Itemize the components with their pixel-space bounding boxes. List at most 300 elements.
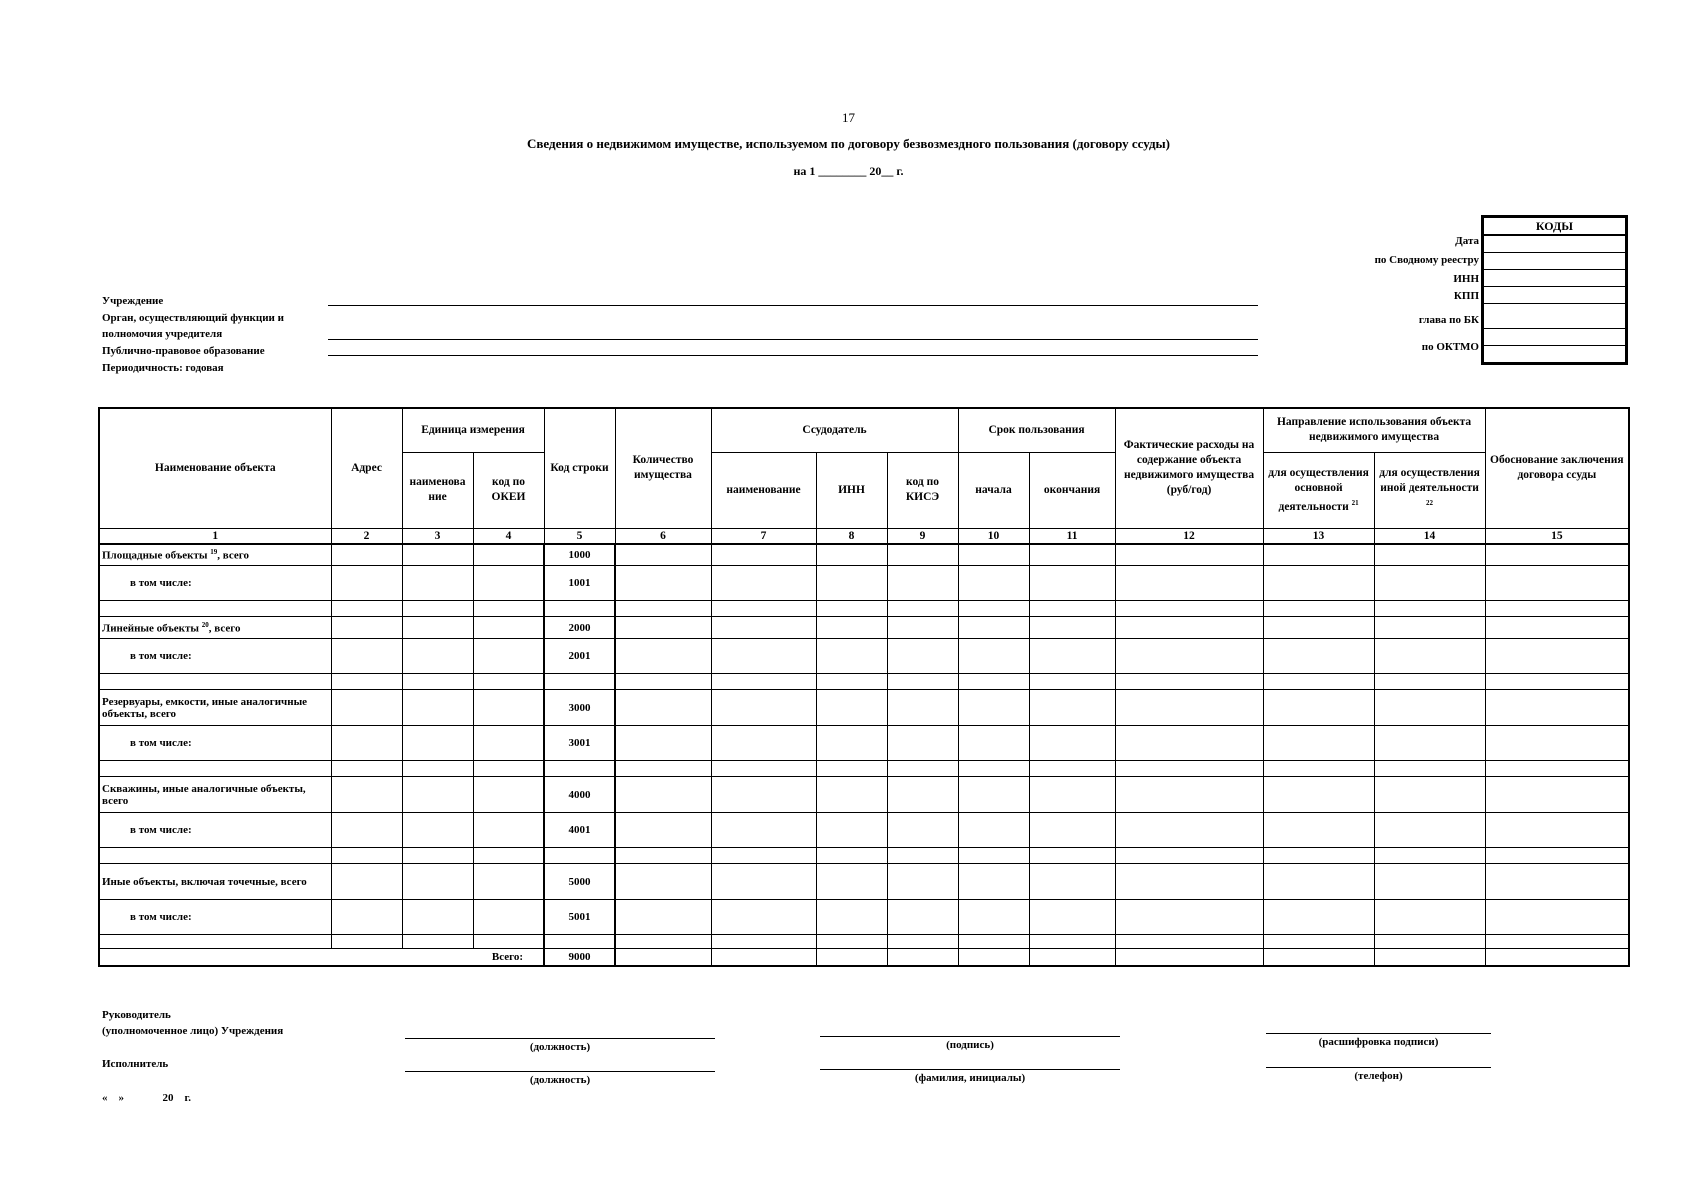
data-cell[interactable] [711, 900, 816, 935]
data-cell[interactable] [615, 935, 711, 949]
code-registry-field[interactable] [1483, 253, 1627, 270]
data-cell[interactable] [402, 761, 473, 777]
col-header-direction: Направление использования объекта недвижимого имущества [1263, 408, 1485, 452]
data-cell[interactable] [402, 617, 473, 639]
row-name-suffix: , всего [217, 549, 249, 562]
data-cell[interactable] [331, 690, 402, 726]
column-number: 4 [473, 528, 544, 544]
row-name-text: Иные объекты, включая точечные, всего [102, 875, 307, 888]
data-cell[interactable] [1029, 813, 1115, 848]
data-cell[interactable] [711, 674, 816, 690]
row-name [99, 544, 331, 566]
data-cell[interactable] [473, 601, 544, 617]
data-cell[interactable] [1263, 674, 1374, 690]
head-label: Руководитель [102, 1009, 171, 1021]
data-cell[interactable] [958, 900, 1029, 935]
data-cell[interactable] [1029, 617, 1115, 639]
data-cell[interactable] [1374, 935, 1485, 949]
data-cell[interactable] [816, 935, 887, 949]
data-cell[interactable] [1029, 566, 1115, 601]
data-cell[interactable] [1115, 900, 1263, 935]
data-cell[interactable] [816, 949, 887, 966]
data-cell[interactable] [331, 900, 402, 935]
data-cell[interactable] [331, 566, 402, 601]
data-cell[interactable] [711, 544, 816, 566]
data-cell[interactable] [887, 726, 958, 761]
data-cell[interactable] [1029, 601, 1115, 617]
data-cell[interactable] [887, 617, 958, 639]
data-cell[interactable] [1485, 813, 1629, 848]
data-cell[interactable] [615, 690, 711, 726]
data-cell[interactable] [711, 617, 816, 639]
data-cell[interactable] [99, 935, 331, 949]
data-cell[interactable] [1115, 761, 1263, 777]
data-cell[interactable] [1263, 949, 1374, 966]
data-cell[interactable] [331, 761, 402, 777]
property-table [98, 407, 1630, 967]
data-cell[interactable] [1115, 813, 1263, 848]
founder-body-field-line[interactable] [328, 339, 1258, 340]
data-cell[interactable] [958, 690, 1029, 726]
data-cell[interactable] [473, 544, 544, 566]
caption-position-2: (должность) [529, 1074, 591, 1086]
caption-full-name: (фамилия, инициалы) [914, 1072, 1026, 1084]
data-cell[interactable] [473, 813, 544, 848]
data-cell[interactable] [1485, 761, 1629, 777]
data-cell[interactable] [1485, 848, 1629, 864]
data-cell[interactable] [1263, 900, 1374, 935]
data-cell[interactable] [1029, 900, 1115, 935]
data-cell[interactable] [331, 777, 402, 813]
code-kpp-field[interactable] [1483, 287, 1627, 304]
table-row [99, 617, 1629, 639]
data-cell[interactable] [615, 726, 711, 761]
column-number: 10 [958, 528, 1029, 544]
row-name-suffix: , всего [208, 622, 241, 635]
code-inn-field[interactable] [1483, 270, 1627, 287]
data-cell[interactable] [331, 848, 402, 864]
institution-field-line[interactable] [328, 305, 1258, 306]
data-cell[interactable] [958, 848, 1029, 864]
data-cell[interactable] [1029, 674, 1115, 690]
data-cell[interactable] [711, 864, 816, 900]
data-cell[interactable] [1263, 848, 1374, 864]
data-cell[interactable] [1115, 617, 1263, 639]
data-cell[interactable] [1115, 566, 1263, 601]
data-cell[interactable] [816, 813, 887, 848]
column-number: 2 [331, 528, 402, 544]
col-header-address: Адрес [331, 408, 402, 528]
data-cell[interactable] [1263, 813, 1374, 848]
signature-date: « » 20 г. [102, 1092, 192, 1104]
data-cell[interactable] [958, 639, 1029, 674]
row-name [99, 900, 331, 935]
data-cell[interactable] [1374, 639, 1485, 674]
data-cell[interactable] [402, 813, 473, 848]
data-cell[interactable] [402, 848, 473, 864]
data-cell[interactable] [402, 639, 473, 674]
data-cell[interactable] [1374, 726, 1485, 761]
data-cell[interactable] [473, 848, 544, 864]
data-cell[interactable] [615, 864, 711, 900]
data-cell[interactable] [958, 544, 1029, 566]
data-cell[interactable] [1485, 674, 1629, 690]
data-cell[interactable] [1485, 601, 1629, 617]
data-cell[interactable] [816, 601, 887, 617]
data-cell[interactable] [958, 777, 1029, 813]
row-code: 2000 [544, 617, 615, 639]
executor-label: Исполнитель [102, 1058, 169, 1070]
data-cell[interactable] [1263, 864, 1374, 900]
data-cell[interactable] [887, 690, 958, 726]
data-cell[interactable] [615, 601, 711, 617]
data-cell[interactable] [1485, 690, 1629, 726]
code-extra-field[interactable] [1483, 346, 1627, 364]
col-header-lender-name: наименование [711, 452, 816, 528]
table-row [99, 690, 1629, 726]
total-label: Всего: [491, 950, 523, 963]
data-cell[interactable] [544, 761, 615, 777]
col-header-term-start: начала [958, 452, 1029, 528]
data-cell[interactable] [1374, 617, 1485, 639]
data-cell[interactable] [473, 777, 544, 813]
row-code: 4001 [544, 813, 615, 848]
col-header-unit-okei: код по ОКЕИ [473, 452, 544, 528]
data-cell[interactable] [615, 544, 711, 566]
caption-signature-decoding: (расшифровка подписи) [1318, 1036, 1439, 1048]
head-signature-line[interactable] [820, 1036, 1120, 1037]
data-cell[interactable] [1115, 690, 1263, 726]
data-cell[interactable] [1374, 848, 1485, 864]
data-cell[interactable] [887, 813, 958, 848]
data-cell[interactable] [402, 726, 473, 761]
data-cell[interactable] [1029, 726, 1115, 761]
data-cell[interactable] [1485, 777, 1629, 813]
data-cell[interactable] [331, 813, 402, 848]
data-cell[interactable] [1263, 777, 1374, 813]
data-cell[interactable] [1029, 777, 1115, 813]
row-name-text: в том числе: [130, 824, 192, 836]
column-number: 1 [99, 528, 331, 544]
data-cell[interactable] [473, 639, 544, 674]
col-header-name: Наименование объекта [99, 408, 331, 528]
data-cell[interactable] [711, 949, 816, 966]
row-name-text: Резервуары, емкости, иные аналогичные объекты, всего [102, 695, 308, 720]
data-cell[interactable] [1374, 566, 1485, 601]
data-cell[interactable] [1115, 935, 1263, 949]
data-cell[interactable] [1263, 601, 1374, 617]
data-cell[interactable] [887, 949, 958, 966]
row-name-text: в том числе: [130, 650, 192, 662]
data-cell[interactable] [402, 690, 473, 726]
data-cell[interactable] [1115, 639, 1263, 674]
data-cell[interactable] [402, 544, 473, 566]
founder-body-label: Орган, осуществляющий функции и полномочия учредителя [102, 312, 284, 340]
data-cell[interactable] [331, 864, 402, 900]
data-cell[interactable] [331, 617, 402, 639]
public-entity-field-line[interactable] [328, 355, 1258, 356]
data-cell[interactable] [473, 674, 544, 690]
row-name [99, 726, 331, 761]
data-cell[interactable] [615, 949, 711, 966]
data-cell[interactable] [99, 601, 331, 617]
data-cell[interactable] [402, 566, 473, 601]
data-cell[interactable] [1115, 777, 1263, 813]
data-cell[interactable] [816, 617, 887, 639]
data-cell[interactable] [331, 674, 402, 690]
data-cell[interactable] [887, 639, 958, 674]
row-code: 3001 [544, 726, 615, 761]
data-cell[interactable] [1374, 690, 1485, 726]
data-cell[interactable] [1263, 566, 1374, 601]
data-cell[interactable] [473, 761, 544, 777]
data-cell[interactable] [711, 848, 816, 864]
code-date-field[interactable] [1483, 235, 1627, 253]
total-row [99, 949, 1629, 966]
data-cell[interactable] [816, 544, 887, 566]
data-cell[interactable] [1029, 864, 1115, 900]
data-cell[interactable] [99, 761, 331, 777]
data-cell[interactable] [402, 935, 473, 949]
col-header-term: Срок пользования [958, 408, 1115, 452]
data-cell[interactable] [958, 617, 1029, 639]
data-cell[interactable] [402, 601, 473, 617]
data-cell[interactable] [1485, 639, 1629, 674]
data-cell[interactable] [1374, 864, 1485, 900]
data-cell[interactable] [473, 617, 544, 639]
dir-main-text: для осуществления основной деятельности [1268, 466, 1369, 513]
data-cell[interactable] [402, 864, 473, 900]
data-cell[interactable] [816, 900, 887, 935]
data-cell[interactable] [816, 566, 887, 601]
dir-other-text: для осуществления иной деятельности [1379, 466, 1480, 494]
code-bk-field[interactable] [1483, 304, 1627, 329]
col-header-lender-inn: ИНН [816, 452, 887, 528]
row-name-text: Скважины, иные аналогичные объекты, всего [102, 782, 306, 807]
column-number-row [99, 528, 1629, 544]
codes-label-date: Дата [1455, 235, 1479, 247]
data-cell[interactable] [402, 900, 473, 935]
data-cell[interactable] [1374, 777, 1485, 813]
row-name [99, 690, 331, 726]
data-cell[interactable] [887, 900, 958, 935]
data-cell[interactable] [816, 639, 887, 674]
column-number: 6 [615, 528, 711, 544]
data-cell[interactable] [615, 777, 711, 813]
data-cell[interactable] [1485, 566, 1629, 601]
column-number: 15 [1485, 528, 1629, 544]
data-cell[interactable] [1263, 690, 1374, 726]
caption-position-1: (должность) [529, 1041, 591, 1053]
data-cell[interactable] [331, 639, 402, 674]
executor-phone-line[interactable] [1266, 1067, 1491, 1068]
data-cell[interactable] [1029, 848, 1115, 864]
table-row [99, 864, 1629, 900]
blank-row [99, 601, 1629, 617]
column-number: 9 [887, 528, 958, 544]
data-cell[interactable] [958, 601, 1029, 617]
data-cell[interactable] [1115, 864, 1263, 900]
data-cell[interactable] [1115, 726, 1263, 761]
data-cell[interactable] [887, 674, 958, 690]
data-cell[interactable] [1485, 726, 1629, 761]
column-number: 14 [1374, 528, 1485, 544]
data-cell[interactable] [331, 726, 402, 761]
data-cell[interactable] [1374, 949, 1485, 966]
data-cell[interactable] [99, 848, 331, 864]
data-cell[interactable] [711, 813, 816, 848]
data-cell[interactable] [1115, 544, 1263, 566]
data-cell[interactable] [1485, 949, 1629, 966]
data-cell[interactable] [473, 566, 544, 601]
data-cell[interactable] [615, 674, 711, 690]
data-cell[interactable] [473, 935, 544, 949]
data-cell[interactable] [1485, 935, 1629, 949]
head-position-line[interactable] [405, 1038, 715, 1039]
data-cell[interactable] [958, 761, 1029, 777]
data-cell[interactable] [711, 726, 816, 761]
data-cell[interactable] [1115, 949, 1263, 966]
data-cell[interactable] [615, 900, 711, 935]
data-cell[interactable] [615, 848, 711, 864]
row-name-text: в том числе: [130, 577, 192, 589]
data-cell[interactable] [99, 674, 331, 690]
public-entity-label: Публично-правовое образование [102, 345, 265, 357]
row-code: 5001 [544, 900, 615, 935]
data-cell[interactable] [816, 848, 887, 864]
data-cell[interactable] [958, 566, 1029, 601]
data-cell[interactable] [711, 690, 816, 726]
footnote-mark: 19 [210, 547, 218, 556]
data-cell[interactable] [1029, 690, 1115, 726]
data-cell[interactable] [331, 935, 402, 949]
data-cell[interactable] [711, 761, 816, 777]
data-cell[interactable] [331, 544, 402, 566]
data-cell[interactable] [1029, 949, 1115, 966]
data-cell[interactable] [615, 813, 711, 848]
code-oktmo-field[interactable] [1483, 329, 1627, 346]
data-cell[interactable] [1485, 617, 1629, 639]
data-cell[interactable] [1374, 601, 1485, 617]
row-code: 5000 [544, 864, 615, 900]
data-cell[interactable] [816, 690, 887, 726]
document-title: Сведения о недвижимом имуществе, используемом по договору безвозмездного пользования (договору ссуды) [526, 136, 1171, 151]
blank-row [99, 674, 1629, 690]
footnote-21: 21 [1351, 498, 1359, 507]
data-cell[interactable] [887, 848, 958, 864]
data-cell[interactable] [473, 726, 544, 761]
institution-label: Учреждение [102, 295, 164, 307]
col-header-dir-main [1263, 452, 1374, 528]
table-row [99, 544, 1629, 566]
data-cell[interactable] [331, 601, 402, 617]
row-name [99, 566, 331, 601]
data-cell[interactable] [544, 848, 615, 864]
data-cell[interactable] [1115, 674, 1263, 690]
footnote-22: 22 [1426, 498, 1434, 507]
data-cell[interactable] [1485, 864, 1629, 900]
data-cell[interactable] [1029, 761, 1115, 777]
data-cell[interactable] [1485, 544, 1629, 566]
data-cell[interactable] [1374, 900, 1485, 935]
data-cell[interactable] [1263, 544, 1374, 566]
executor-name-line[interactable] [820, 1069, 1120, 1070]
data-cell[interactable] [816, 674, 887, 690]
data-cell[interactable] [958, 813, 1029, 848]
data-cell[interactable] [1374, 813, 1485, 848]
row-name [99, 813, 331, 848]
data-cell[interactable] [887, 935, 958, 949]
data-cell[interactable] [1029, 544, 1115, 566]
data-cell[interactable] [711, 777, 816, 813]
data-cell[interactable] [958, 674, 1029, 690]
data-cell[interactable] [1263, 761, 1374, 777]
data-cell[interactable] [1374, 761, 1485, 777]
data-cell[interactable] [887, 601, 958, 617]
data-cell[interactable] [1374, 674, 1485, 690]
data-cell[interactable] [1115, 601, 1263, 617]
row-name [99, 777, 331, 813]
data-cell[interactable] [544, 674, 615, 690]
data-cell[interactable] [402, 777, 473, 813]
column-number: 8 [816, 528, 887, 544]
codes-label-inn: ИНН [1453, 273, 1479, 285]
data-cell[interactable] [887, 761, 958, 777]
data-cell[interactable] [615, 761, 711, 777]
data-cell[interactable] [1115, 848, 1263, 864]
data-cell[interactable] [1374, 544, 1485, 566]
data-cell[interactable] [887, 777, 958, 813]
data-cell[interactable] [887, 864, 958, 900]
data-cell[interactable] [1263, 639, 1374, 674]
data-cell[interactable] [615, 639, 711, 674]
col-header-row-code: Код строки [544, 408, 615, 528]
head-signature-decoding-line[interactable] [1266, 1033, 1491, 1034]
data-cell[interactable] [615, 566, 711, 601]
data-cell[interactable] [711, 566, 816, 601]
data-cell[interactable] [473, 900, 544, 935]
data-cell[interactable] [1485, 900, 1629, 935]
data-cell[interactable] [473, 864, 544, 900]
data-cell[interactable] [711, 639, 816, 674]
data-cell[interactable] [816, 864, 887, 900]
data-cell[interactable] [958, 864, 1029, 900]
data-cell[interactable] [1263, 617, 1374, 639]
data-cell[interactable] [816, 777, 887, 813]
data-cell[interactable] [1029, 935, 1115, 949]
data-cell[interactable] [816, 761, 887, 777]
data-cell[interactable] [958, 935, 1029, 949]
data-cell[interactable] [402, 674, 473, 690]
data-cell[interactable] [544, 601, 615, 617]
data-cell[interactable] [473, 690, 544, 726]
data-cell[interactable] [1263, 935, 1374, 949]
codes-label-oktmo: по ОКТМО [1421, 341, 1479, 353]
data-cell[interactable] [958, 726, 1029, 761]
data-cell[interactable] [711, 935, 816, 949]
data-cell[interactable] [887, 544, 958, 566]
executor-position-line[interactable] [405, 1071, 715, 1072]
data-cell[interactable] [711, 601, 816, 617]
data-cell[interactable] [887, 566, 958, 601]
data-cell[interactable] [544, 935, 615, 949]
data-cell[interactable] [958, 949, 1029, 966]
data-cell[interactable] [816, 726, 887, 761]
data-cell[interactable] [1029, 639, 1115, 674]
data-cell[interactable] [615, 617, 711, 639]
data-cell[interactable] [1263, 726, 1374, 761]
row-name-text: в том числе: [130, 911, 192, 923]
